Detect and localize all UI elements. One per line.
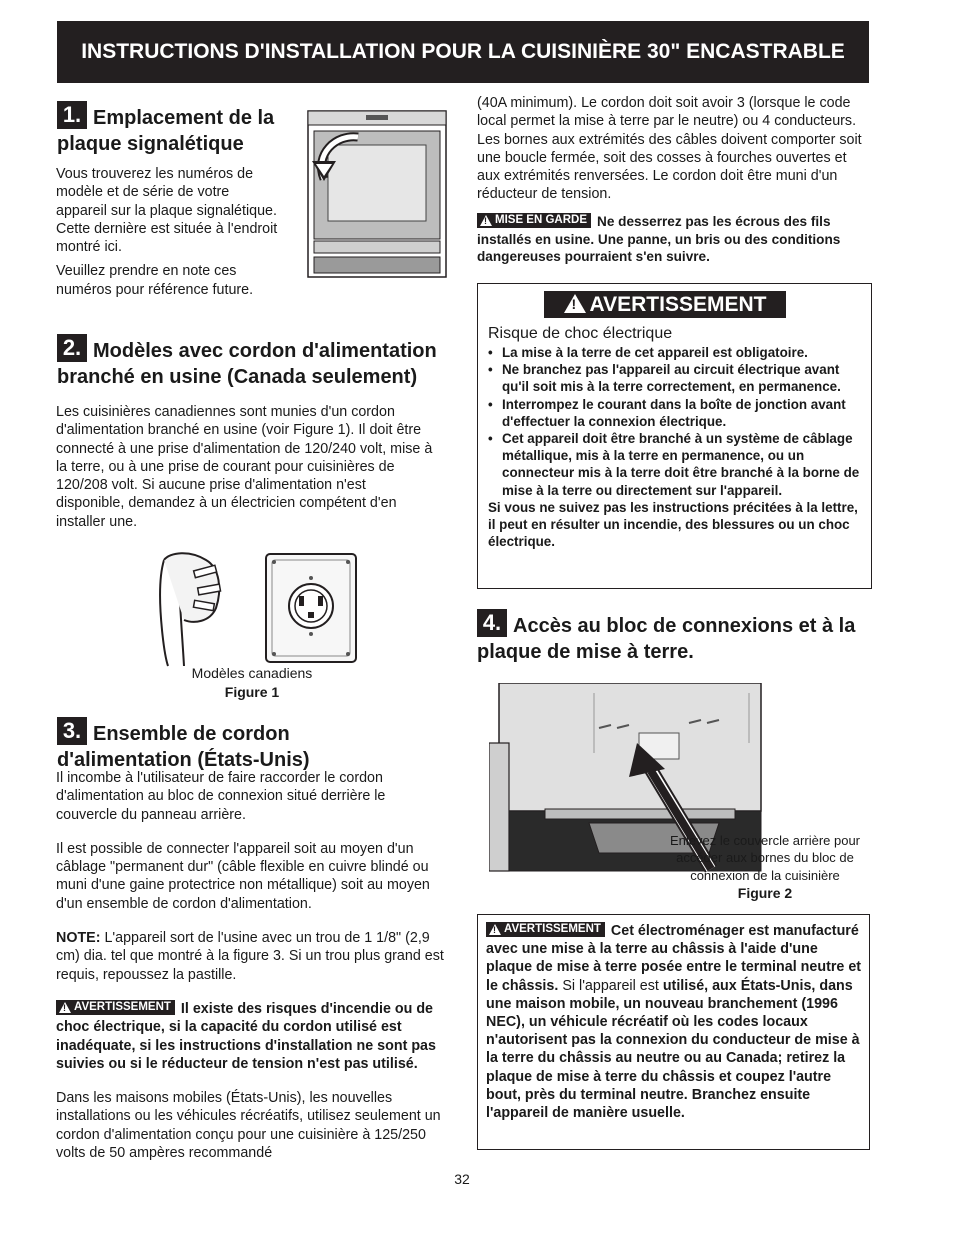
warning-badge [56, 1000, 175, 1015]
section-2-number: 2. [57, 334, 87, 362]
section-3-paragraph-1: Il incombe à l'utilisateur de faire raccorder le cordon d'alimentation au bloc de connexion situé derrière le couvercle du panneau arrière. [56, 770, 386, 823]
warning-item: • Interrompez le courant dans la boîte de jonction avant d'effectuer la connexion électrique. [488, 396, 866, 430]
warning-box-subtitle: Risque de choc électrique [488, 325, 673, 342]
grounding-warning-triangle-icon [489, 924, 501, 935]
range-nameplate-illustration [306, 109, 448, 279]
section-3-paragraph-3: Dans les maisons mobiles (États-Unis), les nouvelles installations ou les véhicules récréatifs, utilisez seulement un cordon d'alimentation conçu pour une cuisinière à 125/250 volts de 50 ampères recommandé [56, 1090, 441, 1162]
grounding-warning-content [486, 922, 862, 1122]
section-4-heading [477, 609, 877, 665]
page-number: 32 [454, 1171, 470, 1187]
figure-1-caption [150, 664, 354, 702]
grounding-warning-text-1: Cet électroménager est manufacturé avec une mise à la terre au châssis à l'aide d'une plaque de mise à terre posée entre le terminal neutre et le châssis. [486, 923, 862, 994]
warning-item: • Ne branchez pas l'appareil au circuit électrique avant qu'il soit mis à la terre correctement, en permanence. [488, 361, 866, 395]
section-1-heading [57, 101, 297, 157]
section-2-title: Modèles avec cordon d'alimentation branché en usine (Canada seulement) [57, 340, 437, 388]
grounding-warning-text-3: utilisé, aux États-Unis, dans une maison mobile, un nouveau branchement (1996 NEC), un véhicule récréatif où les codes locaux n'autorisent pas la connexion du conducteur de mise à la terre du châssis au neutre ou au Canada; retirez la plaque de mise à terre du châssis et coupez l'autre bout, près du terminal neutre. Branchez ensuite l'appareil de manière usuelle. [486, 977, 860, 1122]
caution-badge [477, 213, 591, 228]
section-3-body [56, 769, 448, 1162]
section-1-paragraph-2: Veuillez prendre en note ces numéros pour référence future. [56, 263, 254, 298]
right-column-paragraph-1: (40A minimum). Le cordon doit soit avoir 3 (lorsque le code local permet la mise à terre par le neutre) ou 4 conducteurs. Les bornes aux extrémités des câbles doivent comporter soit une boucle fermée, soit des cosses à fourches ouvertes et aux extrémités renversées. Le cordon doit être muni d'un réducteur de tension. [477, 95, 862, 203]
page-header-banner [57, 21, 869, 83]
warning-text: Il existe des risques d'incendie ou de choc électrique, si la capacité du cordon utilisé est inadéquate, si les instructions d'installation ne sont pas suivies ou si le réducteur de tension n'est pas utilisé. [56, 1000, 436, 1072]
grounding-warning-text-2: Si l'appareil est [562, 977, 659, 994]
note-text: L'appareil sort de l'usine avec un trou de 1 1/8" (2,9 cm) dia. tel que montré à la figure 3. Si un trou plus grand est requis, repoussez la pastille. [56, 930, 444, 983]
section-2-body [56, 403, 438, 531]
power-plug-and-outlet-illustration [150, 550, 360, 668]
grounding-warning-badge-label: AVERTISSEMENT [504, 923, 601, 935]
figure-1-caption-text: Modèles canadiens [191, 665, 313, 681]
section-4-title: Accès au bloc de connexions et à la plaque de mise à terre. [477, 615, 856, 663]
warning-box-header [544, 291, 786, 318]
figure-1-label: Figure 1 [224, 684, 280, 700]
section-1-paragraph-1: Vous trouverez les numéros de modèle et de série de votre appareil sur la plaque signalétique. Cette dernière est située à l'endroit montré ici. [56, 166, 278, 256]
caution-triangle-icon [480, 215, 492, 226]
section-3-title: Ensemble de cordon d'alimentation (États-Unis) [57, 723, 310, 771]
warning-item: • Cet appareil doit être branché à un système de câblage métallique, mis à la terre en permanence, ou un connecteur mis à la terre doit être branché à la borne de mise à la terre ou directement sur l'appareil. [488, 430, 866, 499]
grounding-warning-badge [486, 922, 605, 937]
electric-shock-warning-box [477, 283, 872, 589]
section-3-heading [57, 717, 357, 773]
warning-header-triangle-icon: ! [564, 294, 586, 313]
section-3-note [56, 929, 448, 984]
right-column-intro [477, 94, 872, 266]
section-1-number: 1. [57, 101, 87, 129]
page-header-title: INSTRUCTIONS D'INSTALLATION POUR LA CUISINIÈRE 30" ENCASTRABLE [81, 40, 845, 63]
warning-item: • La mise à la terre de cet appareil est obligatoire. [488, 344, 866, 361]
note-label: NOTE: [56, 930, 101, 947]
figure-2-label: Figure 2 [737, 884, 793, 901]
section-2-paragraph-1: Les cuisinières canadiennes sont munies d'un cordon d'alimentation branché en usine (voir Figure 1). Il doit être connecté à une prise d'alimentation de 120/240 volt, mise à la terre, ou à une prise de courant pour cuisinières de 120/208 volt. Si aucune prise d'alimentation n'est disponible, demandez à un électricien compétent d'en installer une. [56, 404, 433, 530]
warning-triangle-icon [59, 1002, 71, 1013]
section-3-warning [56, 1000, 448, 1073]
section-3-number: 3. [57, 717, 87, 745]
figure-2-caption [652, 832, 878, 903]
section-1-body [56, 165, 282, 299]
figure-2-caption-text: Enlevez le couvercle arrière pour accéder aux bornes du bloc de connexion de la cuisinière [669, 833, 861, 883]
section-2-heading [57, 334, 437, 390]
grounding-warning-box [477, 914, 870, 1150]
section-4-number: 4. [477, 609, 507, 637]
caution-badge-label: MISE EN GARDE [495, 213, 588, 226]
warning-badge-label: AVERTISSEMENT [74, 1000, 171, 1013]
caution-notice [477, 213, 872, 266]
warning-box-footer: Si vous ne suivez pas les instructions précitées à la lettre, il peut en résulter un incendie, des blessures ou un choc électrique. [488, 499, 858, 550]
section-3-paragraph-2: Il est possible de connecter l'appareil soit au moyen d'un câblage "permanent dur" (câble flexible en cuivre blindé ou muni d'une gaine protectrice non métallique) soit au moyen d'un ensemble de cordon d'alimentation. [56, 840, 430, 912]
caution-text: Ne desserrez pas les écrous des fils installés en usine. Une panne, un bris ou des conditions dangereuses pourraient s'en suivre. [477, 213, 841, 265]
warning-box-content [488, 324, 866, 550]
section-1-title: Emplacement de la plaque signalétique [57, 107, 275, 155]
warning-box-header-label: AVERTISSEMENT [589, 293, 767, 316]
warning-box-list [488, 344, 866, 499]
